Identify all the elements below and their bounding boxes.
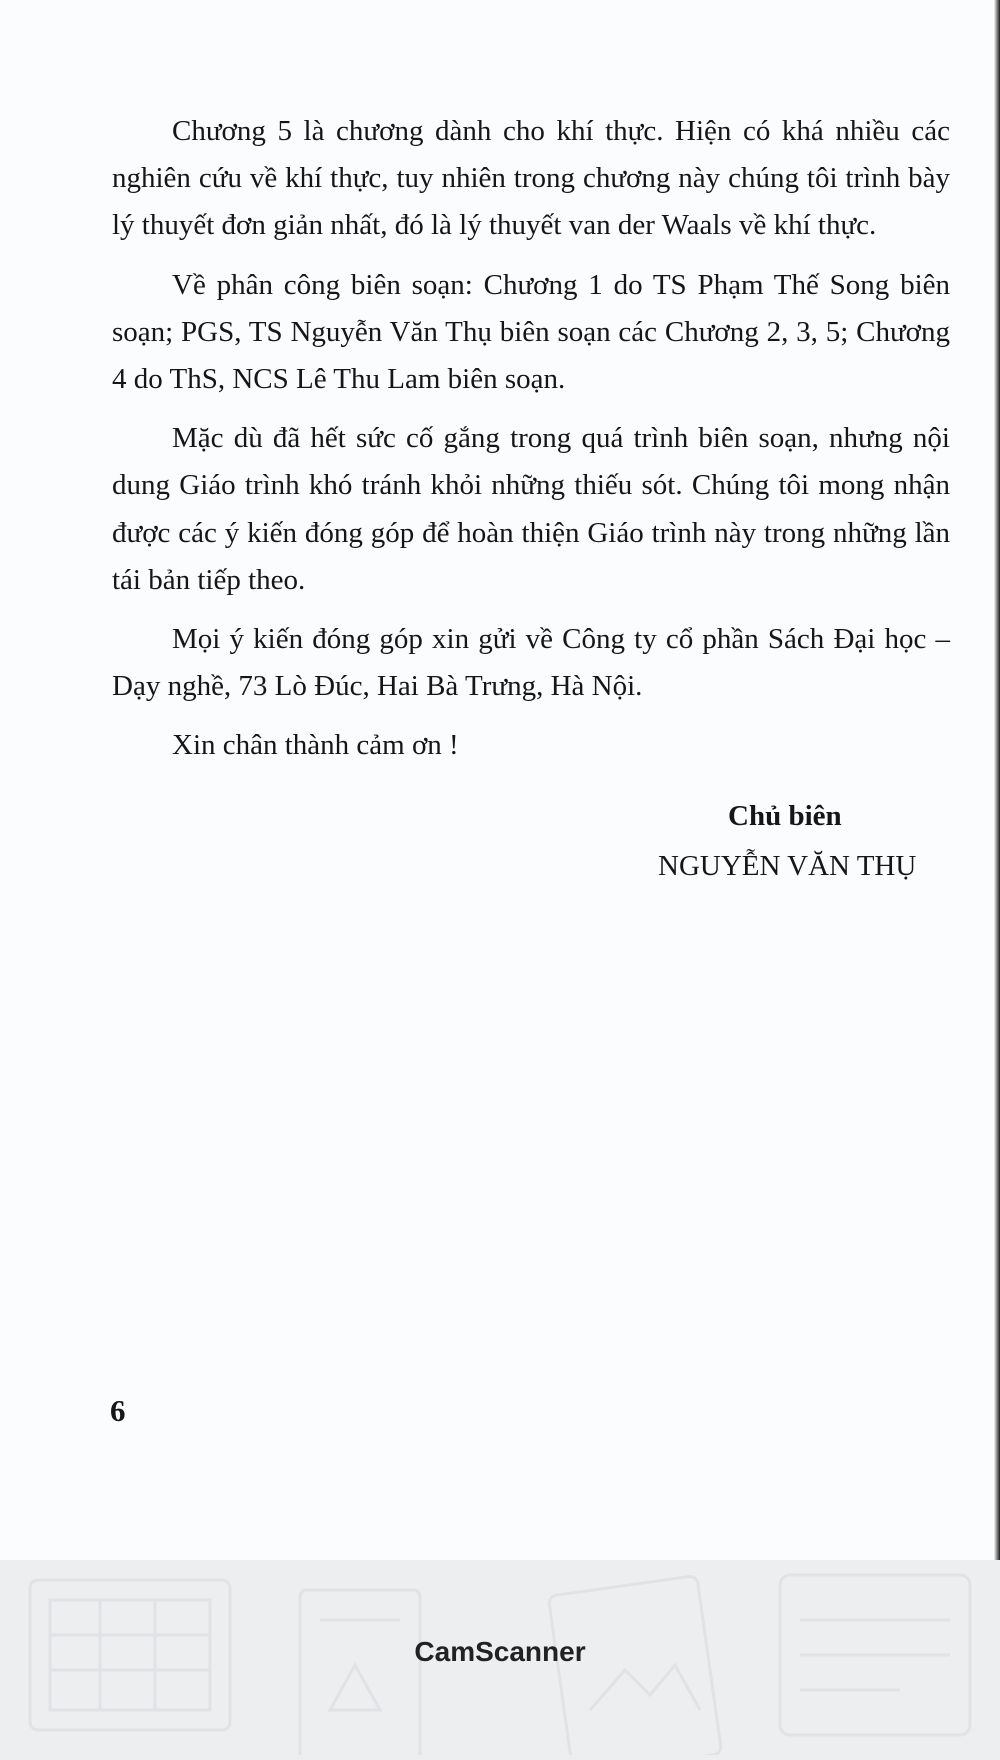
body-text: [112, 108, 950, 782]
paragraph: Xin chân thành cảm ơn !: [172, 729, 459, 762]
paragraph: Mặc dù đã hết sức cố gắng trong quá trình biên soạn, nhưng nội dung Giáo trình khó tránh khỏi những thiếu sót. Chúng tôi mong nhận được các ý kiến đóng góp để hoàn thiện Giáo trình này trong những lần tái bản tiếp theo.: [112, 422, 950, 596]
paragraph: Về phân công biên soạn: Chương 1 do TS Phạm Thế Song biên soạn; PGS, TS Nguyễn Văn Thụ biên soạn các Chương 2, 3, 5; Chương 4 do ThS, NCS Lê Thu Lam biên soạn.: [112, 268, 950, 396]
signature-role: Chủ biên: [728, 800, 842, 832]
paragraph: Mọi ý kiến đóng góp xin gửi về Công ty cổ phần Sách Đại học – Dạy nghề, 73 Lò Đúc, Hai Bà Trưng, Hà Nội.: [112, 623, 950, 703]
paragraph: Chương 5 là chương dành cho khí thực. Hiện có khá nhiều các nghiên cứu về khí thực, tuy nhiên trong chương này chúng tôi trình bày lý thuyết đơn giản nhất, đó là lý thuyết van der Waals về khí thực.: [112, 115, 950, 242]
page-number: 6: [110, 1393, 126, 1428]
page-edge-shadow: [994, 0, 1000, 1560]
signature-name: NGUYỄN VĂN THỤ: [658, 850, 917, 882]
scanner-brand-label: CamScanner: [414, 1636, 586, 1667]
